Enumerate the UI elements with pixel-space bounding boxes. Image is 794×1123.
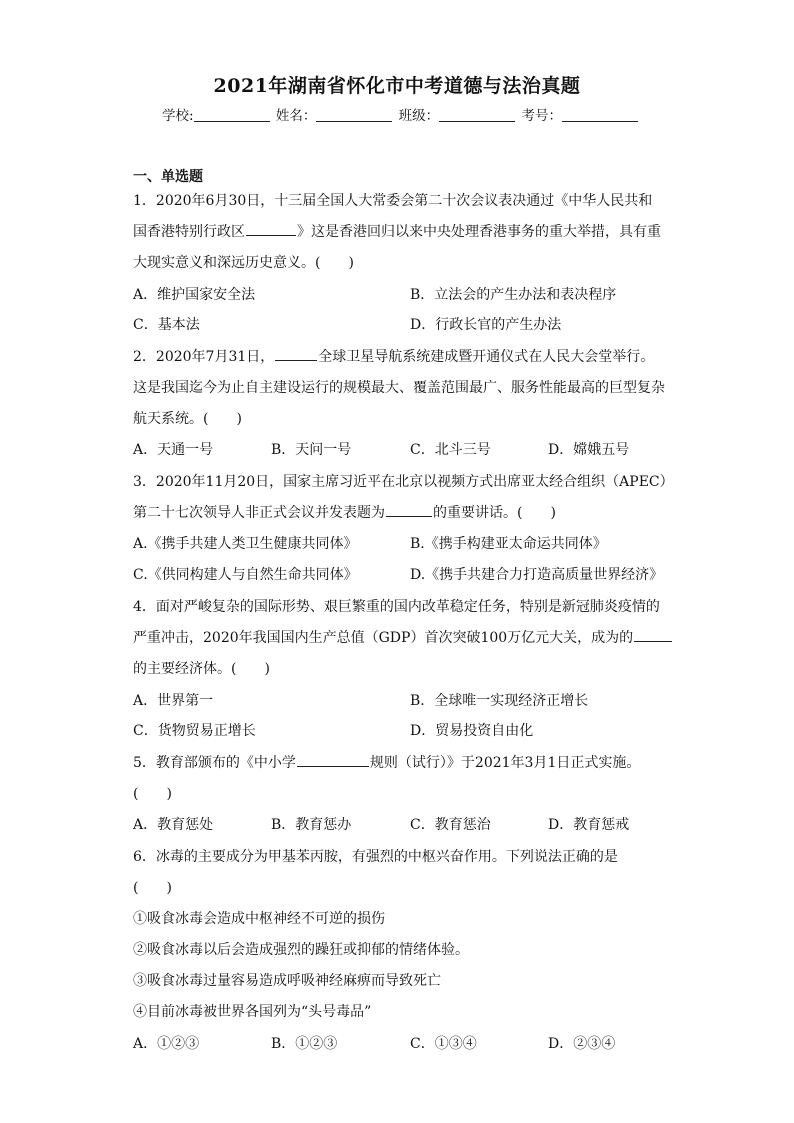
- q3-stem-line2: [133, 503, 556, 523]
- q2-fill-blank: [275, 348, 317, 361]
- q6-option-a: A．①②③: [133, 1036, 200, 1052]
- q1-stem-text-b: 》这是香港回归以来中央处理香港事务的重大举措，具有重: [297, 224, 661, 240]
- q3-fill-blank: [386, 504, 432, 517]
- name-label: 姓名：: [275, 108, 317, 124]
- q6-option-b: B．①②③: [271, 1036, 338, 1052]
- q2-stem-line1: [133, 347, 654, 367]
- q4-stem-line3: 的主要经济体。( ): [133, 661, 270, 677]
- q2-stem-line2: 这是我国迄今为止自主建设运行的规模最大、覆盖范围最广、服务性能最高的巨型复杂: [133, 380, 665, 396]
- q4-stem-text: 严重冲击，2020年我国国内生产总值（GDP）首次突破100万亿元大关，成为的: [133, 630, 634, 646]
- q4-stem-line1: 4．面对严峻复杂的国际形势、艰巨繁重的国内改革稳定任务，特别是新冠肺炎疫情的: [133, 599, 660, 615]
- section-heading: 一、单选题: [133, 169, 203, 185]
- school-blank: [194, 109, 270, 122]
- q5-option-d: D．教育惩戒: [548, 817, 630, 833]
- q5-option-b: B．教育惩办: [271, 817, 352, 833]
- q1-stem-line2: [133, 222, 661, 242]
- q1-option-a: A．维护国家安全法: [133, 287, 256, 303]
- exam-number-blank: [562, 109, 638, 122]
- exam-number-label: 考号：: [521, 108, 562, 124]
- q3-stem-text-a: 第二十七次领导人非正式会议并发表题为: [133, 505, 385, 521]
- q2-option-a: A．天通一号: [133, 442, 214, 458]
- q6-statement-4: ④目前冰毒被世界各国列为“头号毒品”: [133, 1004, 372, 1020]
- q2-option-d: D．嫦娥五号: [548, 442, 630, 458]
- class-label: 班级：: [398, 108, 440, 124]
- q1-option-b: B．立法会的产生办法和表决程序: [410, 287, 617, 303]
- q6-stem-line2: ( ): [133, 880, 172, 896]
- q4-option-b: B．全球唯一实现经济正增长: [410, 693, 589, 709]
- q3-option-d: D.《携手共建合力打造高质量世界经济》: [410, 567, 664, 583]
- q5-option-a: A．教育惩处: [133, 817, 214, 833]
- exam-title: 2021年湖南省怀化市中考道德与法治真题: [213, 75, 581, 97]
- q1-stem-line1: 1．2020年6月30日，十三届全国人大常委会第二十次会议表决通过《中华人民共和: [133, 193, 653, 209]
- school-label: 学校:: [162, 108, 194, 124]
- q4-stem-line2: [133, 628, 673, 648]
- q6-stem-line1: 6．冰毒的主要成分为甲基苯丙胺，有强烈的中枢兴奋作用。下列说法正确的是: [133, 849, 618, 865]
- q3-option-b: B.《携手构建亚太命运共同体》: [410, 536, 607, 552]
- q3-option-a: A.《携手共建人类卫生健康共同体》: [133, 536, 358, 552]
- q6-statement-3: ③吸食冰毒过量容易造成呼吸神经麻痹而导致死亡: [133, 973, 441, 989]
- q1-stem-text-a: 国香港特别行政区: [133, 224, 245, 240]
- student-info-line: [162, 104, 640, 124]
- q5-stem-line1: [133, 753, 640, 773]
- class-blank: [439, 109, 515, 122]
- q6-statement-1: ①吸食冰毒会造成中枢神经不可逆的损伤: [133, 911, 385, 927]
- q3-stem-text-b: 的重要讲话。( ): [433, 505, 556, 521]
- q6-statement-2: ②吸食冰毒以后会造成强烈的躁狂或抑郁的情绪体验。: [133, 942, 469, 958]
- q4-option-a: A．世界第一: [133, 693, 214, 709]
- q1-stem-line3: 大现实意义和深远历史意义。( ): [133, 255, 354, 271]
- q4-fill-blank: [634, 629, 672, 642]
- q6-option-d: D．②③④: [548, 1036, 616, 1052]
- name-blank: [316, 109, 392, 122]
- q1-fill-blank: [246, 223, 296, 236]
- q2-stem-line3: 航天系统。( ): [133, 411, 242, 427]
- q2-stem-text-b: 全球卫星导航系统建成暨开通仪式在人民大会堂举行。: [318, 349, 655, 365]
- q2-option-b: B．天问一号: [271, 442, 352, 458]
- q2-stem-text-a: 2．2020年7月31日，: [133, 349, 275, 365]
- q1-option-c: C．基本法: [133, 317, 200, 333]
- q4-option-d: D．贸易投资自由化: [410, 723, 534, 739]
- q5-fill-blank: [297, 754, 369, 767]
- q6-option-c: C．①③④: [410, 1036, 477, 1052]
- q5-stem-text-a: 5．教育部颁布的《中小学: [133, 755, 296, 771]
- q3-stem-line1: 3．2020年11月20日，国家主席习近平在北京以视频方式出席亚太经合组织（APEC）: [133, 474, 674, 490]
- q5-stem-line2: ( ): [133, 786, 172, 802]
- q5-stem-text-b: 规则（试行）》于2021年3月1日正式实施。: [369, 755, 641, 771]
- q2-option-c: C．北斗三号: [410, 442, 491, 458]
- q3-option-c: C.《供同构建人与自然生命共同体》: [133, 567, 358, 583]
- q1-option-d: D．行政长官的产生办法: [410, 317, 562, 333]
- q5-option-c: C．教育惩治: [410, 817, 491, 833]
- q4-option-c: C．货物贸易正增长: [133, 723, 256, 739]
